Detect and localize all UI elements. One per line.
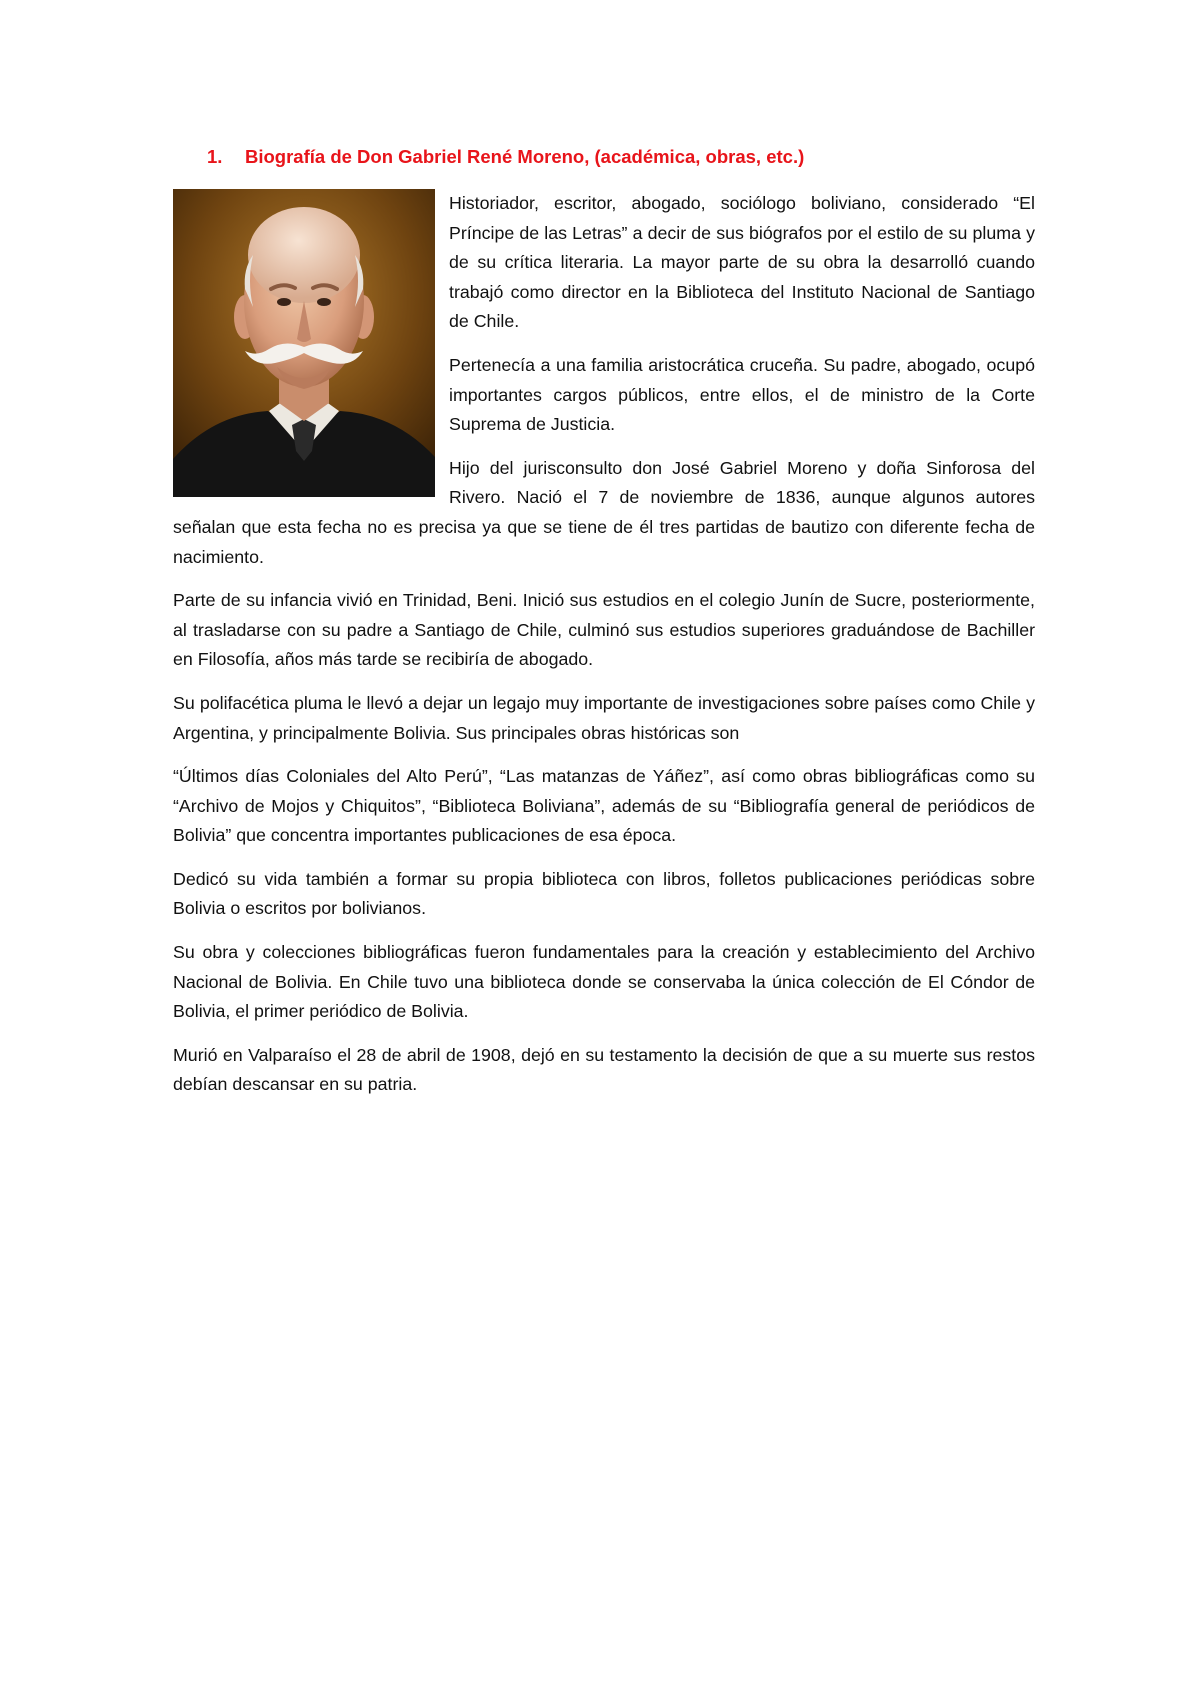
- paragraph-6: “Últimos días Coloniales del Alto Perú”, “Las matanzas de Yáñez”, así como obras bibliográficas como su “Archivo de Mojos y Chiquitos”, “Biblioteca Boliviana”, además de su “Bibliografía general de periódicos de Bolivia” que concentra importantes publicaciones de esa época.: [173, 766, 1035, 846]
- portrait-photo-icon: [173, 189, 435, 497]
- body-text: [173, 189, 1035, 1114]
- section-heading: [207, 146, 804, 168]
- paragraph-5: Su polifacética pluma le llevó a dejar un legajo muy importante de investigaciones sobre países como Chile y Argentina, y principalmente Bolivia. Sus principales obras históricas son: [173, 692, 1035, 743]
- heading-text: Biografía de Don Gabriel René Moreno, (académica, obras, etc.): [245, 146, 805, 167]
- paragraph-7: Dedicó su vida también a formar su propia biblioteca con libros, folletos publicaciones periódicas sobre Bolivia o escritos por bolivianos.: [173, 868, 1035, 919]
- paragraph-8: Su obra y colecciones bibliográficas fueron fundamentales para la creación y establecimiento del Archivo Nacional de Bolivia. En Chile tuvo una biblioteca donde se conservaba la única colección de El Cóndor de Bolivia, el primer periódico de Bolivia.: [173, 942, 1035, 1022]
- paragraph-1: Historiador, escritor, abogado, sociólogo boliviano, considerado “El Príncipe de las Letras” a decir de sus biógrafos por el estilo de su pluma y de su crítica literaria. La mayor parte de su obra la desarrolló cuando trabajó como director en la Biblioteca del Instituto Nacional de Santiago de Chile.: [449, 193, 1035, 332]
- paragraph-3: Hijo del jurisconsulto don José Gabriel Moreno y doña Sinforosa del Rivero. Nació el 7 de noviembre de 1836, aunque algunos autores señalan que esta fecha no es precisa ya que se tiene de él tres partidas de bautizo con diferente fecha de nacimiento.: [173, 457, 1035, 567]
- paragraph-4: Parte de su infancia vivió en Trinidad, Beni. Inició sus estudios en el colegio Junín de Sucre, posteriormente, al trasladarse con su padre a Santiago de Chile, culminó sus estudios superiores graduándose de Bachiller en Filosofía, años más tarde se recibiría de abogado.: [173, 590, 1035, 670]
- paragraph-2: Pertenecía a una familia aristocrática cruceña. Su padre, abogado, ocupó importantes cargos públicos, entre ellos, el de ministro de la Corte Suprema de Justicia.: [449, 354, 1035, 435]
- paragraph-9: Murió en Valparaíso el 28 de abril de 1908, dejó en su testamento la decisión de que a su muerte sus restos debían descansar en su patria.: [173, 1044, 1035, 1095]
- heading-number: 1.: [207, 146, 223, 167]
